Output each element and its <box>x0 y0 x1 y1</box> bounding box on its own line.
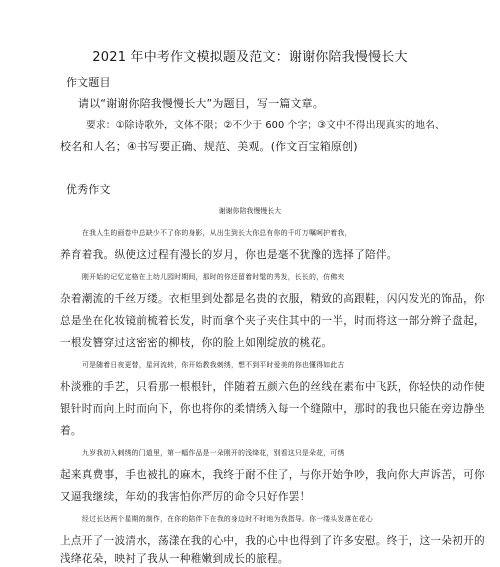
essay-title: 谢谢你陪我慢慢长大 <box>218 207 282 215</box>
essay-line: 总是坐在化妆镜前梳着长发，时而拿个夹子夹住其中的一半，时而将这一部分辫子盘起， <box>60 315 485 327</box>
requirements-line-2: 校名和人名；④书写要正确、规范、美观。(作文百宝箱原创) <box>60 140 358 153</box>
essay-line: 杂着潮流的千丝万缕。衣柜里到处都是名贵的衣服，精致的高跟鞋，闪闪发光的饰品，你 <box>60 293 485 305</box>
essay-line: 着。 <box>60 425 82 437</box>
essay-line: 一根发簪穿过这密密的柳枝，你的脸上如刚绽放的桃花。 <box>60 337 333 349</box>
essay-line: 可是随着日夜更替，星河流转，你开始教我刺绣，想不到平时爱美的你也懂得如此古 <box>82 361 345 369</box>
essay-line: 刚开始的记忆定格在上幼儿园时期间，那时的你还留着时髦的秀发，长长的，仿佛夹 <box>82 273 345 281</box>
essay-line: 又逼我继续，年幼的我害怕你严厉的命令只好作罢！ <box>60 491 311 503</box>
essay-line: 养育着我。纵使这过程有漫长的岁月，你也是毫不犹豫的选择了陪伴。 <box>60 249 398 261</box>
essay-line: 浅绛花朵，映衬了我从一种稚嫩到成长的旅程。 <box>60 553 289 565</box>
prompt-text: 请以“谢谢你陪我慢慢长大”为题目，写一篇文章。 <box>78 97 324 110</box>
prompt-heading: 作文题目 <box>66 76 111 89</box>
essay-line: 九岁我初入刺绣的门道里，第一幅作品是一朵刚开的浅绛花，别看这只是朵花，可绣 <box>82 449 345 457</box>
essay-line: 银针时而向上时而向下，你也将你的柔情绣入每一个缝隙中，那时的我也只能在旁边静坐 <box>60 403 485 415</box>
essay-line: 朴淡雅的手艺，只看那一根根针，伴随着五颜六色的丝线在素布中飞跃，你轻快的动作使 <box>60 381 485 393</box>
essay-section-heading: 优秀作文 <box>66 183 111 196</box>
essay-line: 经过长达两个星期的制作，在你的陪伴下在我的身边时不时地为我指导。你一缕头发落在花心 <box>82 515 373 523</box>
essay-line: 上点开了一波清水，荡漾在我的心中，我的心中也得到了许多安慰。终于，这一朵初开的 <box>60 535 485 547</box>
essay-line: 起来真费事，手也被扎的麻木，我终于耐不住了，与你开始争吵，我向你大声诉苦，可你 <box>60 469 485 481</box>
requirements-line-1: 要求：①除诗歌外，文体不限；②不少于 600 个字；③文中不得出现真实的地名、 <box>86 120 445 131</box>
document-title: 2021 年中考作文模拟题及范文：谢谢你陪我慢慢长大 <box>92 50 408 65</box>
essay-line: 在我人生的画卷中总缺少不了你的身影，从出生到长大你总有你的千叮万嘱呵护着我， <box>82 229 352 237</box>
